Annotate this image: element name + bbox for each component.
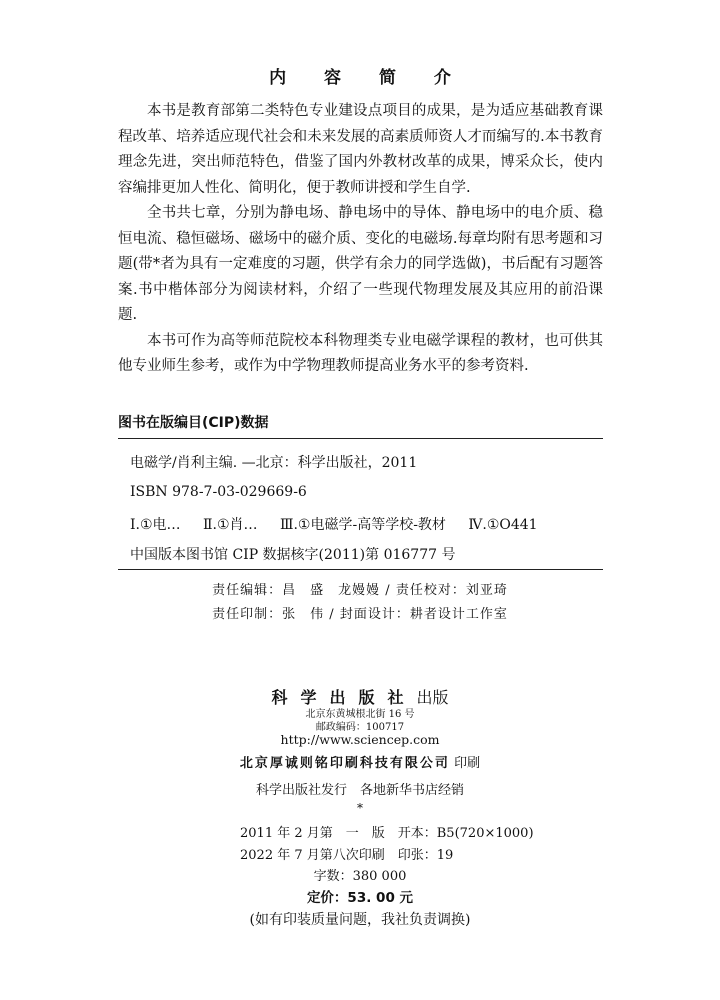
cip-isbn: ISBN 978-7-03-029669-6 <box>130 484 307 500</box>
cip-heading: 图书在版编目(CIP)数据 <box>118 415 269 431</box>
printer-name: 北京厚诚则铭印刷科技有限公司 <box>239 756 450 771</box>
publisher-url: http://www.sciencep.com <box>280 732 440 747</box>
summary-paragraph: 全书共七章，分别为静电场、静电场中的导体、静电场中的电介质、稳恒电流、稳恒磁场、磁场中的磁介质、变化的电磁场.每章均附有思考题和习题(带*者为具有一定难度的习题，供学有余力的同学选做)，书后配有习题答案.书中楷体部分为阅读材料，介绍了一些现代物理发展及其应用的前沿课题. <box>118 205 603 323</box>
cip-record-number: 中国版本图书馆 CIP 数据核字(2011)第 016777 号 <box>130 547 456 563</box>
publisher-name: 科学出版社 <box>271 688 417 707</box>
printing-line: 2022 年 7 月第八次印刷 印张：19 <box>240 848 454 863</box>
printer-line <box>0 752 720 771</box>
edition-line: 2011 年 2 月第 一 版 开本：B5(720×1000) <box>240 826 534 841</box>
price: 定价：53. 00 元 <box>306 890 414 906</box>
publisher-suffix: 出版 <box>416 688 449 707</box>
classification-item: Ⅱ.①肖… <box>202 517 258 533</box>
cip-classification <box>130 514 538 534</box>
publisher-address: 北京东黄城根北街 16 号 <box>305 709 415 720</box>
distribution-line: 科学出版社发行 各地新华书店经销 <box>255 783 464 798</box>
cip-top-rule <box>118 438 603 439</box>
cip-title-line: 电磁学/肖利主编. —北京：科学出版社，2011 <box>130 455 418 471</box>
classification-item: Ⅳ.①O441 <box>468 517 538 533</box>
publisher-postcode: 邮政编码：100717 <box>315 722 405 733</box>
classification-item: Ⅰ.①电… <box>130 517 181 533</box>
editorial-staff-line: 责任编辑：昌 盛 龙嫚嫚 / 责任校对：刘亚琦 <box>212 583 508 598</box>
classification-item: Ⅲ.①电磁学-高等学校-教材 <box>279 517 446 533</box>
summary-paragraph: 本书可作为高等师范院校本科物理类专业电磁学课程的教材，也可供其他专业师生参考，或作为中学物理教师提高业务水平的参考资料. <box>118 332 603 374</box>
page-title: 内 容 简 介 <box>269 68 467 88</box>
separator-star: * <box>357 801 363 815</box>
word-count: 字数：380 000 <box>313 869 407 884</box>
summary-paragraph: 本书是教育部第二类特色专业建设点项目的成果，是为适应基础教育课程改革、培养适应现代社会和未来发展的高素质师资人才而编写的.本书教育理念先进，突出师范特色，借鉴了国内外教材改革的成果，博采众长，使内容编排更加人性化、简明化，便于教师讲授和学生自学. <box>118 103 603 196</box>
printer-suffix: 印刷 <box>454 756 481 771</box>
quality-note: (如有印装质量问题，我社负责调换) <box>249 912 471 928</box>
cip-bottom-rule <box>118 569 603 570</box>
content-summary <box>118 99 603 380</box>
production-staff-line: 责任印制：张 伟 / 封面设计：耕者设计工作室 <box>212 607 508 622</box>
